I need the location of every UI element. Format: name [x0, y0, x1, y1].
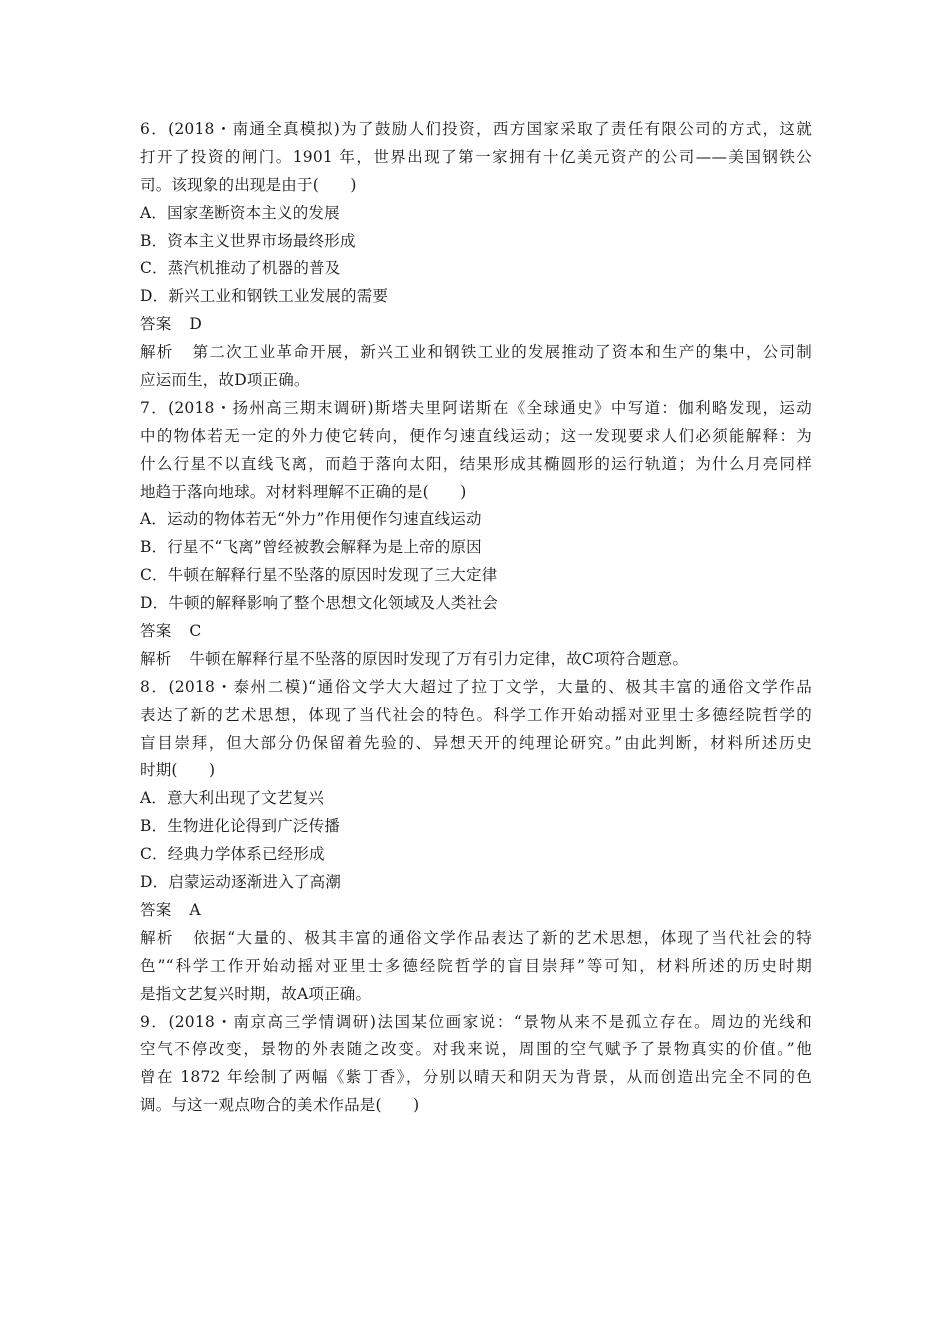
answer-value: D [189, 315, 203, 334]
option-a: A．意大利出现了文艺复兴 [140, 789, 325, 808]
analysis-text: 牛顿在解释行星不坠落的原因时发现了万有引力定律，故C项符合题意。 [189, 649, 689, 668]
option-c: C．牛顿在解释行星不坠落的原因时发现了三大定律 [140, 566, 498, 585]
question-stem-line: 表达了新的艺术思想，体现了当代社会的特色。科学工作开始动摇对亚里士多德经院哲学的 [140, 705, 812, 724]
analysis-line: 色”“科学工作开始动摇对亚里士多德经院哲学的盲目崇拜”等可知，材料所述的历史时期 [140, 956, 812, 975]
analysis-line [140, 925, 812, 953]
analysis-line [140, 646, 812, 674]
question-6 [140, 116, 812, 395]
option-d: D．牛顿的解释影响了整个思想文化领域及人类社会 [140, 594, 499, 613]
option-c: C．蒸汽机推动了机器的普及 [140, 259, 341, 278]
question-stem-line: 地趋于落向地球。对材料理解不正确的是( ) [140, 482, 467, 501]
question-8 [140, 674, 812, 1009]
answer-label: 答案 [140, 315, 172, 334]
answer-label: 答案 [140, 622, 172, 641]
option-c: C．经典力学体系已经形成 [140, 845, 325, 864]
question-stem-line: 中的物体若无一定的外力使它转向，便作匀速直线运动；这一发现要求人们必须能解释：为 [140, 426, 812, 445]
answer-value: A [189, 900, 201, 919]
analysis-label: 解析 [140, 343, 174, 362]
option-d: D．新兴工业和钢铁工业发展的需要 [140, 287, 389, 306]
analysis-label: 解析 [140, 928, 174, 947]
question-7 [140, 395, 812, 674]
question-stem-line: 曾在 1872 年绘制了两幅《紫丁香》，分别以晴天和阴天为背景，从而创造出完全不同的色 [140, 1068, 812, 1087]
option-a: A．运动的物体若无“外力”作用便作匀速直线运动 [140, 510, 482, 529]
analysis-line: 应运而生，故D项正确。 [140, 371, 310, 390]
analysis-text: 依据“大量的、极其丰富的通俗文学作品表达了新的艺术思想，体现了当代社会的特 [191, 928, 812, 947]
question-stem-line: 什么行星不以直线飞离，而趋于落向太阳，结果形成其椭圆形的运行轨道；为什么月亮同样 [140, 454, 812, 473]
question-stem-line: 8．(2018・泰州二模)“通俗文学大大超过了拉丁文学，大量的、极其丰富的通俗文学作品 [140, 677, 812, 696]
question-stem-line: 9．(2018・南京高三学情调研)法国某位画家说：“景物从来不是孤立存在。周边的光线和 [140, 1012, 812, 1031]
option-b: B．生物进化论得到广泛传播 [140, 817, 340, 836]
question-stem-line: 调。与这一观点吻合的美术作品是( ) [140, 1096, 420, 1115]
answer-line [140, 618, 812, 646]
question-stem-line: 6．(2018・南通全真模拟)为了鼓励人们投资，西方国家采取了责任有限公司的方式，这就 [140, 120, 812, 138]
answer-label: 答案 [140, 900, 172, 919]
analysis-line: 是指文艺复兴时期，故A项正确。 [140, 984, 372, 1003]
analysis-label: 解析 [140, 649, 172, 668]
document-page [140, 116, 812, 1120]
question-stem-line: 7．(2018・扬州高三期末调研)斯塔夫里阿诺斯在《全球通史》中写道：伽利略发现，运动 [140, 398, 812, 417]
question-stem-line: 空气不停改变，景物的外表随之改变。对我来说，周围的空气赋予了景物真实的价值。”他 [140, 1040, 812, 1059]
question-stem-line: 打开了投资的闸门。1901 年，世界出现了第一家拥有十亿美元资产的公司——美国钢铁公 [140, 147, 812, 166]
option-b: B．行星不“飞离”曾经被教会解释为是上帝的原因 [140, 538, 482, 557]
question-stem-line: 盲目崇拜，但大部分仍保留着先验的、异想天开的纯理论研究。”由此判断，材料所述历史 [140, 733, 812, 752]
question-stem-line: 时期( ) [140, 761, 216, 780]
question-stem-line: 司。该现象的出现是由于( ) [140, 175, 357, 194]
answer-line [140, 311, 812, 339]
answer-line [140, 897, 812, 925]
option-a: A．国家垄断资本主义的发展 [140, 203, 340, 222]
analysis-text: 第二次工业革命开展，新兴工业和钢铁工业的发展推动了资本和生产的集中，公司制 [191, 343, 812, 362]
question-9 [140, 1009, 812, 1121]
analysis-line [140, 339, 812, 367]
option-b: B．资本主义世界市场最终形成 [140, 231, 356, 250]
answer-value: C [189, 622, 202, 641]
option-d: D．启蒙运动逐渐进入了高潮 [140, 873, 342, 892]
